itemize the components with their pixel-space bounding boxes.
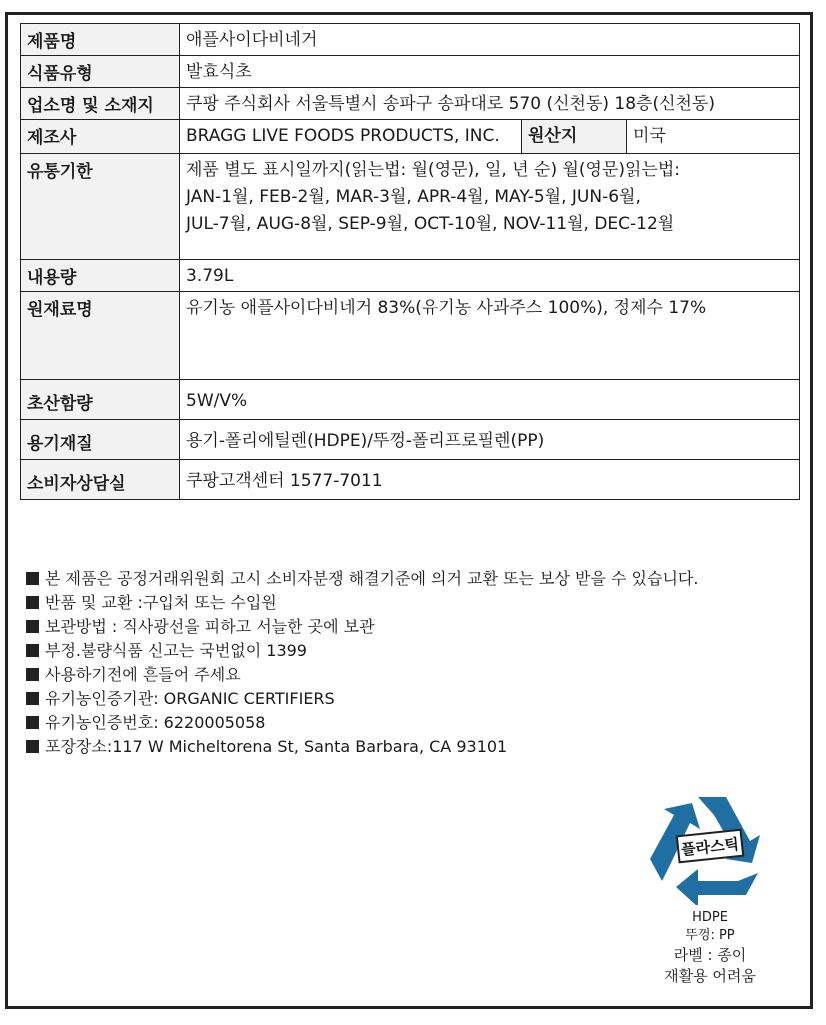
expiry-line: 제품 별도 표시일까지(읽는법: 월(영문), 일, 년 순) 월(영문)읽는법: (186, 160, 681, 180)
material-line: 뚜껑: PP (685, 928, 735, 943)
table-row (21, 56, 800, 88)
list-item: 사용하기전에 흔들어 주세요 (26, 663, 786, 687)
manufacturer-subtable (180, 120, 799, 153)
row-label: 소비자상담실 (21, 460, 180, 500)
list-item: 보관방법 : 직사광선을 피하고 서늘한 곳에 보관 (26, 615, 786, 639)
material-line: 라벨 : 종이 (673, 946, 747, 964)
plastic-mark-text: 플라스틱 (680, 835, 740, 859)
expiry-info (180, 154, 800, 260)
ingredients: 유기농 애플사이다비네거 83%(유기농 사과주스 100%), 정제수 17% (180, 292, 800, 380)
table-row (21, 154, 800, 260)
row-label: 제품명 (21, 24, 180, 56)
row-label: 제조사 (21, 120, 180, 154)
square-bullet-icon (26, 644, 39, 657)
row-label: 유통기한 (21, 154, 180, 260)
row-label: 초산함량 (21, 380, 180, 420)
list-item: 포장장소:117 W Micheltorena St, Santa Barbara, CA 93101 (26, 735, 786, 759)
expiry-line: JAN-1월, FEB-2월, MAR-3월, APR-4월, MAY-5월, JUN-6월, (186, 187, 641, 207)
list-item: 유기농인증번호: 6220005058 (26, 711, 786, 735)
table-row (21, 24, 800, 56)
list-item: 반품 및 교환 :구입처 또는 수입원 (26, 591, 786, 615)
table-row (21, 88, 800, 120)
product-name: 애플사이다비네거 (180, 24, 800, 56)
manufacturer-cell (180, 120, 800, 154)
business-address: 쿠팡 주식회사 서울특별시 송파구 송파대로 570 (신천동) 18층(신천동) (180, 88, 800, 120)
square-bullet-icon (26, 620, 39, 633)
food-type: 발효식초 (180, 56, 800, 88)
table-row (21, 380, 800, 420)
notice-list (26, 567, 786, 759)
square-bullet-icon (26, 596, 39, 609)
row-label: 원재료명 (21, 292, 180, 380)
container-material: 용기-폴리에틸렌(HDPE)/뚜껑-폴리프로필렌(PP) (180, 420, 800, 460)
manufacturer: BRAGG LIVE FOODS PRODUCTS, INC. (186, 126, 500, 146)
list-item: 본 제품은 공정거래위원회 고시 소비자분쟁 해결기준에 의거 교환 또는 보상 받을 수 있습니다. (26, 567, 786, 591)
row-label: 내용량 (21, 260, 180, 292)
recycle-triangle-icon (640, 785, 780, 905)
table-row (21, 420, 800, 460)
row-label: 업소명 및 소재지 (21, 88, 180, 120)
acidity: 5W/V% (180, 380, 800, 420)
square-bullet-icon (26, 572, 39, 585)
expiry-line: JUL-7월, AUG-8월, SEP-9월, OCT-10월, NOV-11월, DEC-12월 (186, 214, 675, 234)
list-item: 유기농인증기관: ORGANIC CERTIFIERS (26, 687, 786, 711)
square-bullet-icon (26, 692, 39, 705)
product-info-table (20, 23, 800, 500)
table-row (21, 120, 800, 154)
customer-center: 쿠팡고객센터 1577-7011 (180, 460, 800, 500)
square-bullet-icon (26, 740, 39, 753)
recycle-info (640, 909, 780, 987)
table-row (21, 260, 800, 292)
net-content: 3.79L (180, 260, 800, 292)
table-row (21, 460, 800, 500)
origin-label: 원산지 (522, 120, 627, 153)
square-bullet-icon (26, 716, 39, 729)
row-label: 용기재질 (21, 420, 180, 460)
row-label: 식품유형 (21, 56, 180, 88)
material-line: 재활용 어려움 (664, 967, 756, 985)
list-item: 부정.불량식품 신고는 국번없이 1399 (26, 639, 786, 663)
origin-value: 미국 (633, 126, 666, 146)
table-row (21, 292, 800, 380)
label-frame (5, 12, 813, 1009)
square-bullet-icon (26, 668, 39, 681)
material-line: HDPE (692, 910, 728, 925)
recycling-mark (640, 785, 780, 987)
